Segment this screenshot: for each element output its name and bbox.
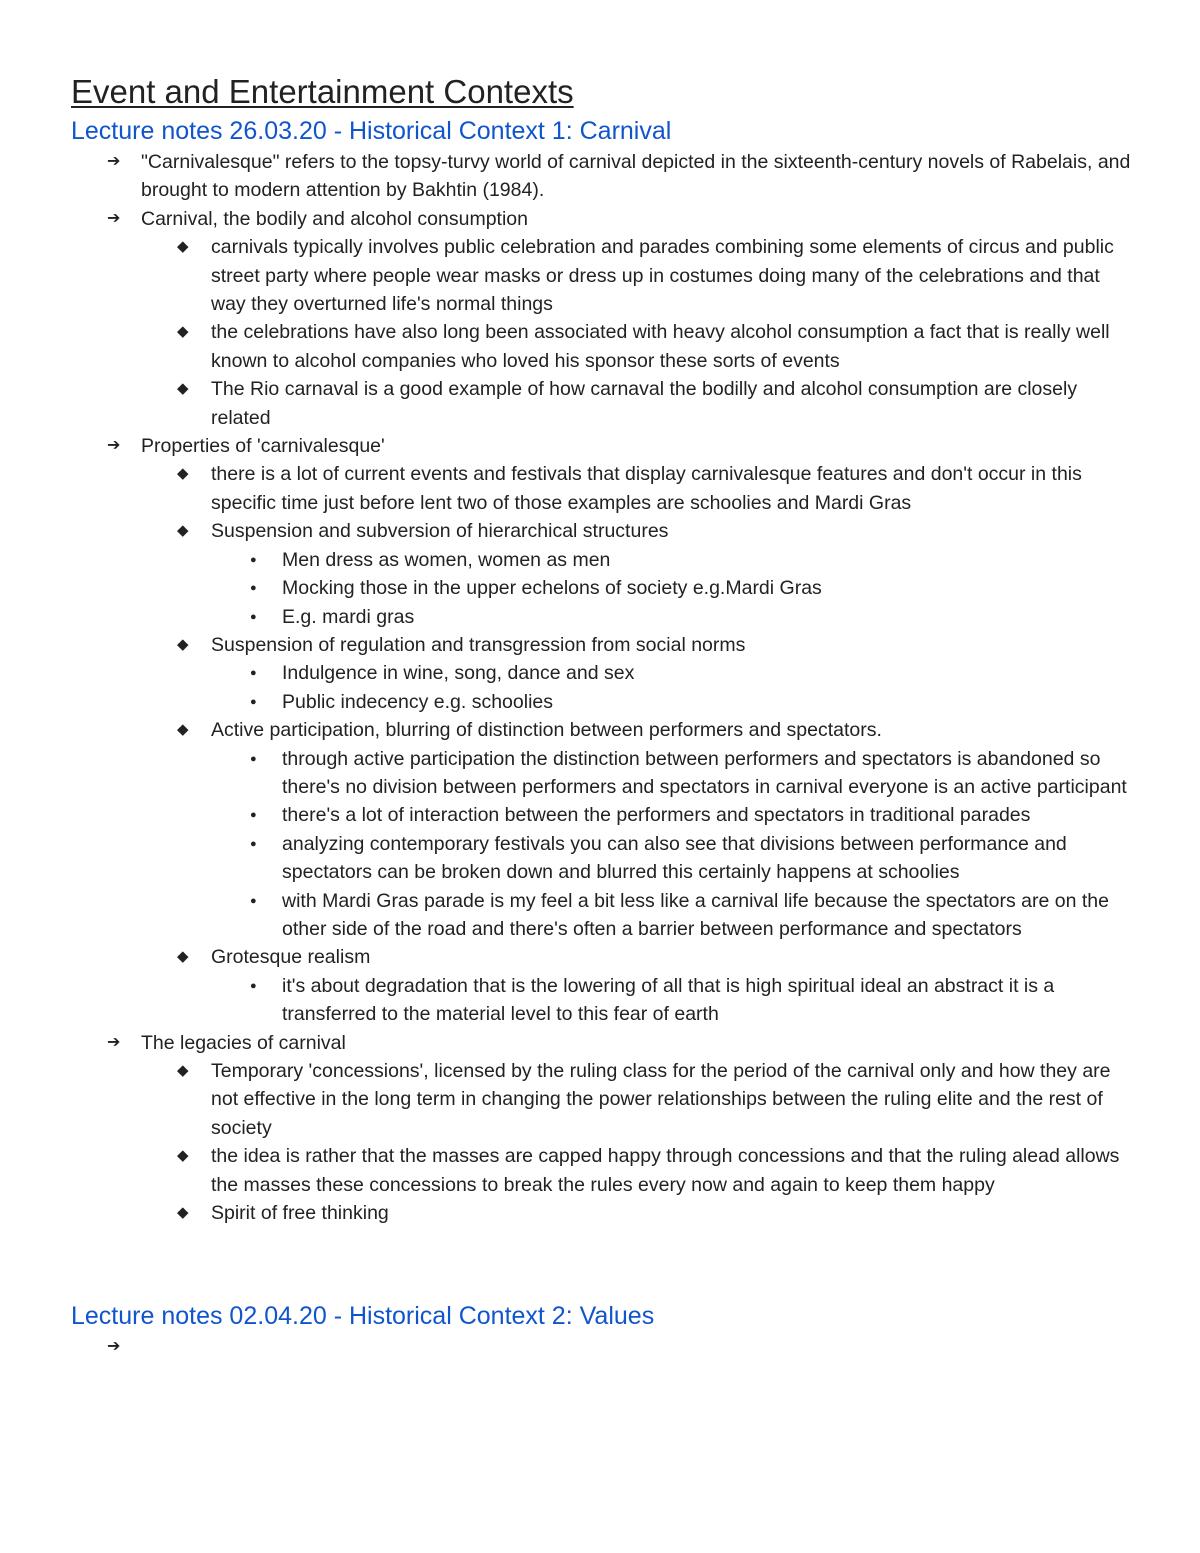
list-item-text: analyzing contemporary festivals you can also see that divisions between performance and spectators can be broken down and blurred this certainly happens at schoolies	[282, 832, 1067, 884]
list-item	[71, 972, 1131, 1029]
list-item	[71, 716, 1131, 744]
diamond-bullet-icon: ◆	[177, 522, 189, 540]
diamond-bullet-icon: ◆	[177, 721, 189, 739]
list-item	[71, 148, 1131, 205]
list-item-text: through active participation the distinction between performers and spectators is abandoned so there's no division between performers and spectators in carnival everyone is an active participant	[282, 747, 1127, 798]
list-item	[71, 517, 1131, 545]
list-item-text: Active participation, blurring of distinction between performers and spectators.	[211, 719, 882, 742]
list-item	[71, 546, 1131, 574]
list-item	[71, 318, 1131, 375]
list-item-text: E.g. mardi gras	[282, 605, 415, 628]
diamond-bullet-icon: ◆	[177, 948, 189, 966]
list-item-text: Grotesque realism	[211, 946, 371, 969]
list-item	[71, 1199, 1131, 1227]
dot-bullet-icon: ●	[250, 610, 257, 623]
list-item-text: Carnival, the bodily and alcohol consumption	[141, 207, 528, 230]
list-item	[71, 887, 1131, 944]
list-item	[71, 574, 1131, 602]
diamond-bullet-icon: ◆	[177, 1147, 189, 1165]
document-title: Event and Entertainment Contexts	[71, 73, 574, 110]
list-item-text: with Mardi Gras parade is my feel a bit less like a carnival life because the spectators are on the other side of the road and there's often a barrier between performance and spectators	[282, 889, 1109, 940]
list-item-text: carnivals typically involves public celebration and parades combining some elements of circus and public street party where people wear masks or dress up in costumes doing many of the celebrations and that way they overturned life's normal things	[211, 236, 1114, 316]
list-item	[71, 1029, 1131, 1057]
list-item	[71, 659, 1131, 687]
notes-list-carnival	[71, 148, 1131, 1227]
list-item-text: Public indecency e.g. schoolies	[282, 690, 553, 713]
list-item-text: there's a lot of interaction between the performers and spectators in traditional parades	[282, 804, 1031, 827]
arrow-bullet-icon: ➔	[107, 1338, 121, 1356]
list-item	[71, 631, 1131, 659]
arrow-bullet-icon: ➔	[107, 1033, 121, 1051]
list-item-text: Spirit of free thinking	[211, 1202, 389, 1225]
list-item-text: Men dress as women, women as men	[282, 548, 611, 571]
list-item-text: Properties of 'carnivalesque'	[141, 435, 385, 458]
arrow-bullet-icon: ➔	[107, 209, 121, 227]
list-item-text: it's about degradation that is the lowering of all that is high spiritual ideal an abstract it is a transferred to the material level to this fear of earth	[282, 974, 1055, 1026]
document-page	[71, 70, 1131, 1356]
dot-bullet-icon: ●	[250, 695, 257, 708]
list-item	[71, 943, 1131, 971]
list-item-text: Indulgence in wine, song, dance and sex	[282, 662, 635, 685]
dot-bullet-icon: ●	[250, 553, 257, 566]
dot-bullet-icon: ●	[250, 582, 257, 595]
list-item-text: the celebrations have also long been associated with heavy alcohol consumption a fact that is really well known to alcohol companies who loved his sponsor these sorts of events	[211, 321, 1110, 372]
diamond-bullet-icon: ◆	[177, 1062, 189, 1079]
list-item-text: The legacies of carnival	[141, 1031, 346, 1054]
arrow-bullet-icon: ➔	[107, 153, 121, 170]
list-item	[71, 1057, 1131, 1142]
list-item	[71, 460, 1131, 517]
dot-bullet-icon: ●	[250, 894, 257, 907]
dot-bullet-icon: ●	[250, 667, 257, 680]
dot-bullet-icon: ●	[250, 837, 257, 850]
list-item-text: Temporary 'concessions', licensed by the ruling class for the period of the carnival only and how they are not effective in the long term in changing the power relationships between the ruling elite and the rest of society	[211, 1060, 1111, 1139]
list-item	[71, 801, 1131, 829]
list-item	[71, 233, 1131, 318]
dot-bullet-icon: ●	[250, 752, 257, 765]
list-item-text: Suspension and subversion of hierarchical structures	[211, 520, 669, 543]
list-item	[71, 745, 1131, 802]
list-item	[71, 375, 1131, 432]
list-item-text: "Carnivalesque" refers to the topsy-turvy world of carnival depicted in the sixteenth-century novels of Rabelais, and brought to modern attention by Bakhtin (1984).	[141, 151, 1131, 202]
list-item	[71, 603, 1131, 631]
arrow-bullet-icon: ➔	[107, 437, 121, 455]
list-item	[71, 830, 1131, 887]
list-item-text: Mocking those in the upper echelons of society e.g.Mardi Gras	[282, 577, 822, 600]
list-item-text: The Rio carnaval is a good example of how carnaval the bodilly and alcohol consumption are closely related	[211, 378, 1078, 429]
list-item-text: the idea is rather that the masses are capped happy through concessions and that the ruling alead allows the masses these concessions to break the rules every now and again to keep them happy	[211, 1145, 1120, 1196]
diamond-bullet-icon: ◆	[177, 1204, 189, 1222]
section-spacer	[71, 1227, 1131, 1299]
list-item-text: there is a lot of current events and festivals that display carnivalesque features and don't occur in this specific time just before lent two of those examples are schoolies and Mardi Gras	[211, 463, 1082, 514]
section-heading-values: Lecture notes 02.04.20 - Historical Context 2: Values	[71, 1302, 655, 1331]
list-item	[71, 432, 1131, 460]
diamond-bullet-icon: ◆	[177, 380, 189, 398]
diamond-bullet-icon: ◆	[177, 465, 189, 483]
list-item	[71, 205, 1131, 233]
diamond-bullet-icon: ◆	[177, 238, 189, 256]
dot-bullet-icon: ●	[250, 979, 257, 992]
list-item-text: Suspension of regulation and transgression from social norms	[211, 633, 746, 656]
diamond-bullet-icon: ◆	[177, 323, 189, 341]
list-item	[71, 1142, 1131, 1199]
section-heading-carnival: Lecture notes 26.03.20 - Historical Context 1: Carnival	[71, 117, 672, 145]
dot-bullet-icon: ●	[250, 809, 257, 822]
diamond-bullet-icon: ◆	[177, 635, 189, 653]
list-item	[71, 688, 1131, 716]
